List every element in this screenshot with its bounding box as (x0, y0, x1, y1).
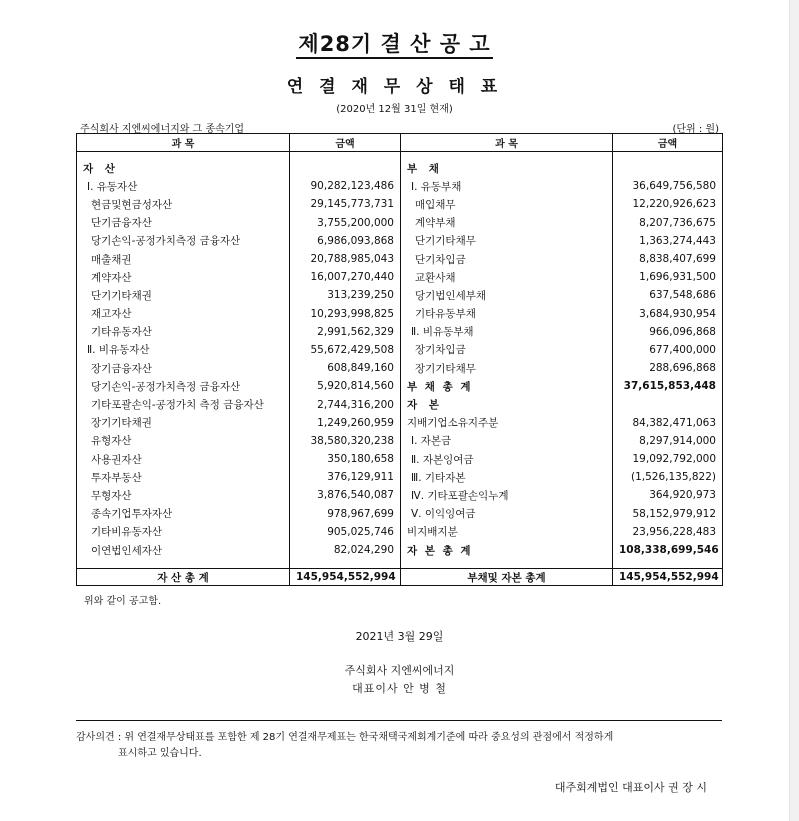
unit-label: (단위 : 원) (672, 124, 719, 135)
table-row (77, 395, 723, 413)
table-row (77, 359, 723, 377)
page-right-edge (789, 0, 799, 821)
empty-cell (613, 152, 723, 178)
asset-item-amount: 55,672,429,508 (290, 341, 401, 359)
table-row (77, 152, 723, 178)
liability-equity-item-label: Ⅳ. 기타포괄손익누계 (401, 486, 613, 504)
liability-equity-item-amount: 966,096,868 (613, 323, 723, 341)
table-row (77, 341, 723, 359)
statement-date: (2020년 12월 31일 현재) (336, 104, 453, 115)
asset-item-label: 당기손익-공정가치측정 금융자산 (77, 377, 290, 395)
asset-item-amount: 20,788,985,043 (290, 250, 401, 268)
asset-item-label: 매출채권 (77, 250, 290, 268)
table-header-row (77, 134, 723, 152)
liability-equity-item-amount: 36,649,756,580 (613, 177, 723, 195)
empty-cell (290, 559, 401, 569)
table-row (77, 505, 723, 523)
asset-item-label: Ⅱ. 비유동자산 (77, 341, 290, 359)
table-row (77, 468, 723, 486)
asset-item-label: 무형자산 (77, 486, 290, 504)
assets-total-amount: 145,954,552,994 (290, 569, 401, 586)
liabilities-section-heading: 부 채 (401, 152, 613, 178)
table-row (77, 286, 723, 304)
asset-item-label: 장기기타채권 (77, 414, 290, 432)
signatory-company: 주식회사 지엔씨에너지 (344, 664, 455, 677)
asset-item-amount: 29,145,773,731 (290, 195, 401, 213)
asset-item-amount: 6,986,093,868 (290, 232, 401, 250)
liability-equity-item-label: Ⅲ. 기타자본 (401, 468, 613, 486)
empty-cell (613, 559, 723, 569)
liability-equity-item-amount: 364,920,973 (613, 486, 723, 504)
liability-equity-item-amount: 108,338,699,546 (613, 541, 723, 559)
asset-item-amount: 905,025,746 (290, 523, 401, 541)
asset-item-amount: 16,007,270,440 (290, 268, 401, 286)
liability-equity-item-amount: 677,400,000 (613, 341, 723, 359)
asset-item-amount: 38,580,320,238 (290, 432, 401, 450)
assets-total-label: 자 산 총 계 (77, 569, 290, 586)
empty-cell (401, 559, 613, 569)
table-row (77, 305, 723, 323)
assets-section-heading: 자 산 (77, 152, 290, 178)
table-row (77, 377, 723, 395)
table-row (77, 250, 723, 268)
asset-item-label: 현금및현금성자산 (77, 195, 290, 213)
header-item-right: 과 목 (401, 134, 613, 152)
signatory-ceo: 대표이사 안 병 철 (352, 682, 447, 695)
liability-equity-item-label: 단기기타채무 (401, 232, 613, 250)
asset-item-amount: 90,282,123,486 (290, 177, 401, 195)
asset-item-amount: 978,967,699 (290, 505, 401, 523)
table-spacer-row (77, 559, 723, 569)
asset-item-amount: 10,293,998,825 (290, 305, 401, 323)
liability-equity-item-label: 비지배지분 (401, 523, 613, 541)
liability-equity-item-amount (613, 395, 723, 413)
liability-equity-item-amount: 37,615,853,448 (613, 377, 723, 395)
table-row (77, 450, 723, 468)
asset-item-label: 유형자산 (77, 432, 290, 450)
company-name: 주식회사 지엔씨에너지와 그 종속기업 (80, 124, 245, 135)
statement-title: 연 결 재 무 상 태 표 (286, 77, 503, 97)
balance-sheet-body (77, 152, 723, 569)
liability-equity-item-label: 매입채무 (401, 195, 613, 213)
asset-item-amount: 3,876,540,087 (290, 486, 401, 504)
liability-equity-item-amount: (1,526,135,822) (613, 468, 723, 486)
auditor-signature: 대주회계법인 대표이사 권 장 시 (554, 781, 707, 794)
asset-item-label: 장기금융자산 (77, 359, 290, 377)
audit-opinion-line-1: 감사의견 : 위 연결재무상태표를 포함한 제 28기 연결재무제표는 한국채택국제회계기준에 따라 중요성의 관점에서 적정하게 (76, 732, 614, 743)
asset-item-amount: 5,920,814,560 (290, 377, 401, 395)
liability-equity-item-label: 교환사채 (401, 268, 613, 286)
asset-item-label: 기타비유동자산 (77, 523, 290, 541)
liability-equity-item-label: Ⅰ. 유동부채 (401, 177, 613, 195)
announcement-title: 제28기 결 산 공 고 (0, 28, 789, 58)
liability-equity-item-label: 장기차입금 (401, 341, 613, 359)
liability-equity-item-label: 당기법인세부채 (401, 286, 613, 304)
header-amount-left: 금액 (290, 134, 401, 152)
liability-equity-item-label: 장기기타채무 (401, 359, 613, 377)
asset-item-label: 단기기타채권 (77, 286, 290, 304)
liability-equity-item-amount: 12,220,926,623 (613, 195, 723, 213)
table-row (77, 432, 723, 450)
liability-equity-item-label: 지배기업소유지주분 (401, 414, 613, 432)
liability-equity-item-label: 자 본 (401, 395, 613, 413)
asset-item-label: 투자부동산 (77, 468, 290, 486)
liability-equity-item-label: Ⅰ. 자본금 (401, 432, 613, 450)
asset-item-label: 당기손익-공정가치측정 금융자산 (77, 232, 290, 250)
table-row (77, 214, 723, 232)
empty-cell (77, 559, 290, 569)
asset-item-amount: 2,991,562,329 (290, 323, 401, 341)
liability-equity-item-label: 계약부채 (401, 214, 613, 232)
liability-equity-item-label: Ⅴ. 이익잉여금 (401, 505, 613, 523)
divider (76, 720, 722, 721)
table-row (77, 268, 723, 286)
asset-item-amount: 608,849,160 (290, 359, 401, 377)
asset-item-label: 재고자산 (77, 305, 290, 323)
header-item-left: 과 목 (77, 134, 290, 152)
balance-sheet-table (76, 133, 723, 586)
asset-item-label: 기타포괄손익-공정가치 측정 금융자산 (77, 395, 290, 413)
liability-equity-item-amount: 8,838,407,699 (613, 250, 723, 268)
asset-item-label: 종속기업투자자산 (77, 505, 290, 523)
liability-equity-item-amount: 8,207,736,675 (613, 214, 723, 232)
totals-row (77, 569, 723, 586)
table-row (77, 177, 723, 195)
asset-item-amount: 376,129,911 (290, 468, 401, 486)
liability-equity-item-amount: 1,696,931,500 (613, 268, 723, 286)
liability-equity-item-amount: 23,956,228,483 (613, 523, 723, 541)
table-row (77, 414, 723, 432)
liabilities-equity-total-amount: 145,954,552,994 (613, 569, 723, 586)
asset-item-label: 사용권자산 (77, 450, 290, 468)
asset-item-label: 단기금융자산 (77, 214, 290, 232)
asset-item-label: 기타유동자산 (77, 323, 290, 341)
header-amount-right: 금액 (613, 134, 723, 152)
table-row (77, 523, 723, 541)
audit-opinion-line-2: 표시하고 있습니다. (118, 748, 202, 759)
asset-item-amount: 3,755,200,000 (290, 214, 401, 232)
closing-note: 위와 같이 공고함. (84, 596, 162, 607)
liability-equity-item-label: 단기차입금 (401, 250, 613, 268)
asset-item-amount: 1,249,260,959 (290, 414, 401, 432)
liability-equity-item-label: Ⅱ. 자본잉여금 (401, 450, 613, 468)
liability-equity-item-amount: 288,696,868 (613, 359, 723, 377)
liability-equity-item-amount: 637,548,686 (613, 286, 723, 304)
table-row (77, 323, 723, 341)
liability-equity-item-amount: 84,382,471,063 (613, 414, 723, 432)
asset-item-amount: 2,744,316,200 (290, 395, 401, 413)
asset-item-label: Ⅰ. 유동자산 (77, 177, 290, 195)
asset-item-amount: 350,180,658 (290, 450, 401, 468)
liabilities-equity-total-label: 부채및 자본 총계 (401, 569, 613, 586)
liability-equity-item-label: 부 채 총 계 (401, 377, 613, 395)
liability-equity-item-amount: 8,297,914,000 (613, 432, 723, 450)
table-row (77, 232, 723, 250)
audit-opinion (76, 730, 726, 762)
asset-item-amount: 313,239,250 (290, 286, 401, 304)
liability-equity-item-label: Ⅱ. 비유동부채 (401, 323, 613, 341)
asset-item-label: 계약자산 (77, 268, 290, 286)
table-row (77, 195, 723, 213)
liability-equity-item-amount: 19,092,792,000 (613, 450, 723, 468)
publish-date: 2021년 3월 29일 (355, 630, 444, 643)
empty-cell (290, 152, 401, 178)
table-row (77, 541, 723, 559)
table-row (77, 486, 723, 504)
liability-equity-item-amount: 1,363,274,443 (613, 232, 723, 250)
asset-item-amount: 82,024,290 (290, 541, 401, 559)
liability-equity-item-amount: 3,684,930,954 (613, 305, 723, 323)
liability-equity-item-amount: 58,152,979,912 (613, 505, 723, 523)
liability-equity-item-label: 자 본 총 계 (401, 541, 613, 559)
asset-item-label: 이연법인세자산 (77, 541, 290, 559)
liability-equity-item-label: 기타유동부채 (401, 305, 613, 323)
